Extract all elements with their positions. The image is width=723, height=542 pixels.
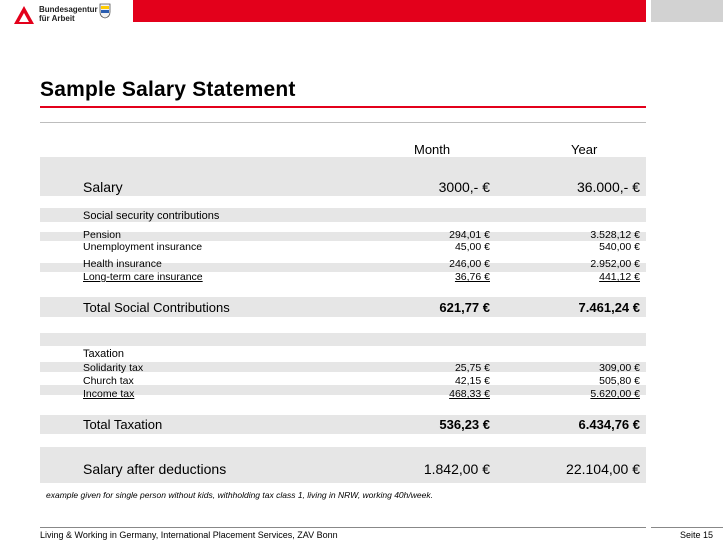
header-grey-bar <box>651 0 723 22</box>
title-divider <box>40 106 646 108</box>
tax-total-label: Total Taxation <box>83 417 163 432</box>
income-tax-month: 468,33 € <box>449 388 490 400</box>
social-total-label: Total Social Contributions <box>83 300 230 315</box>
unemployment-month: 45,00 € <box>454 241 490 253</box>
page-number: Seite 15 <box>679 530 713 540</box>
after-deductions-year: 22.104,00 € <box>566 461 640 477</box>
after-deductions-label: Salary after deductions <box>83 461 227 477</box>
footer-source: Living & Working in Germany, International Placement Services, ZAV Bonn <box>40 530 338 540</box>
table-top-rule <box>40 122 646 123</box>
salary-band <box>40 157 646 196</box>
solidarity-tax-month: 25,75 € <box>454 362 490 374</box>
unemployment-label: Unemployment insurance <box>83 241 203 253</box>
pension-month: 294,01 € <box>449 229 490 241</box>
income-tax-label: Income tax <box>83 388 135 400</box>
after-deductions-month: 1.842,00 € <box>423 461 490 477</box>
unemployment-year: 540,00 € <box>599 241 640 253</box>
pension-label: Pension <box>83 229 121 241</box>
longterm-care-month: 36,76 € <box>454 271 490 283</box>
agency-name <box>39 5 98 23</box>
column-header-year: Year <box>571 142 598 157</box>
church-tax-month: 42,15 € <box>454 375 490 387</box>
page-title: Sample Salary Statement <box>40 78 296 101</box>
solidarity-tax-label: Solidarity tax <box>83 362 144 374</box>
agency-name-line1: Bundesagentur <box>39 5 98 14</box>
salary-month: 3000,- € <box>438 179 490 195</box>
solidarity-tax-year: 309,00 € <box>599 362 640 374</box>
social-row-band <box>40 232 646 241</box>
footer-rule-right <box>651 527 723 528</box>
tax-total-year: 6.434,76 € <box>578 417 640 432</box>
agency-logo-icon <box>14 6 34 24</box>
health-year: 2.952,00 € <box>590 258 640 270</box>
tax-total-month: 536,23 € <box>439 417 490 432</box>
social-total-year: 7.461,24 € <box>578 300 640 315</box>
salary-label: Salary <box>83 179 123 195</box>
social-heading: Social security contributions <box>83 210 220 222</box>
pension-year: 3.528,12 € <box>590 229 640 241</box>
salary-year: 36.000,- € <box>576 179 640 195</box>
income-tax-year: 5.620,00 € <box>590 388 640 400</box>
health-month: 246,00 € <box>449 258 490 270</box>
taxation-top-band <box>40 333 646 346</box>
church-tax-year: 505,80 € <box>599 375 640 387</box>
health-label: Health insurance <box>83 258 162 270</box>
longterm-care-label: Long-term care insurance <box>83 271 203 283</box>
crest-icon <box>99 3 111 19</box>
footnote: example given for single person without kids, withholding tax class 1, living in NRW, working 40h/week. <box>46 490 433 500</box>
longterm-care-year: 441,12 € <box>599 271 640 283</box>
social-total-month: 621,77 € <box>439 300 490 315</box>
footer-rule <box>40 527 646 528</box>
agency-name-line2: für Arbeit <box>39 14 75 23</box>
header-red-bar <box>133 0 646 22</box>
church-tax-label: Church tax <box>83 375 134 387</box>
column-header-month: Month <box>414 142 451 157</box>
taxation-heading: Taxation <box>83 348 124 360</box>
